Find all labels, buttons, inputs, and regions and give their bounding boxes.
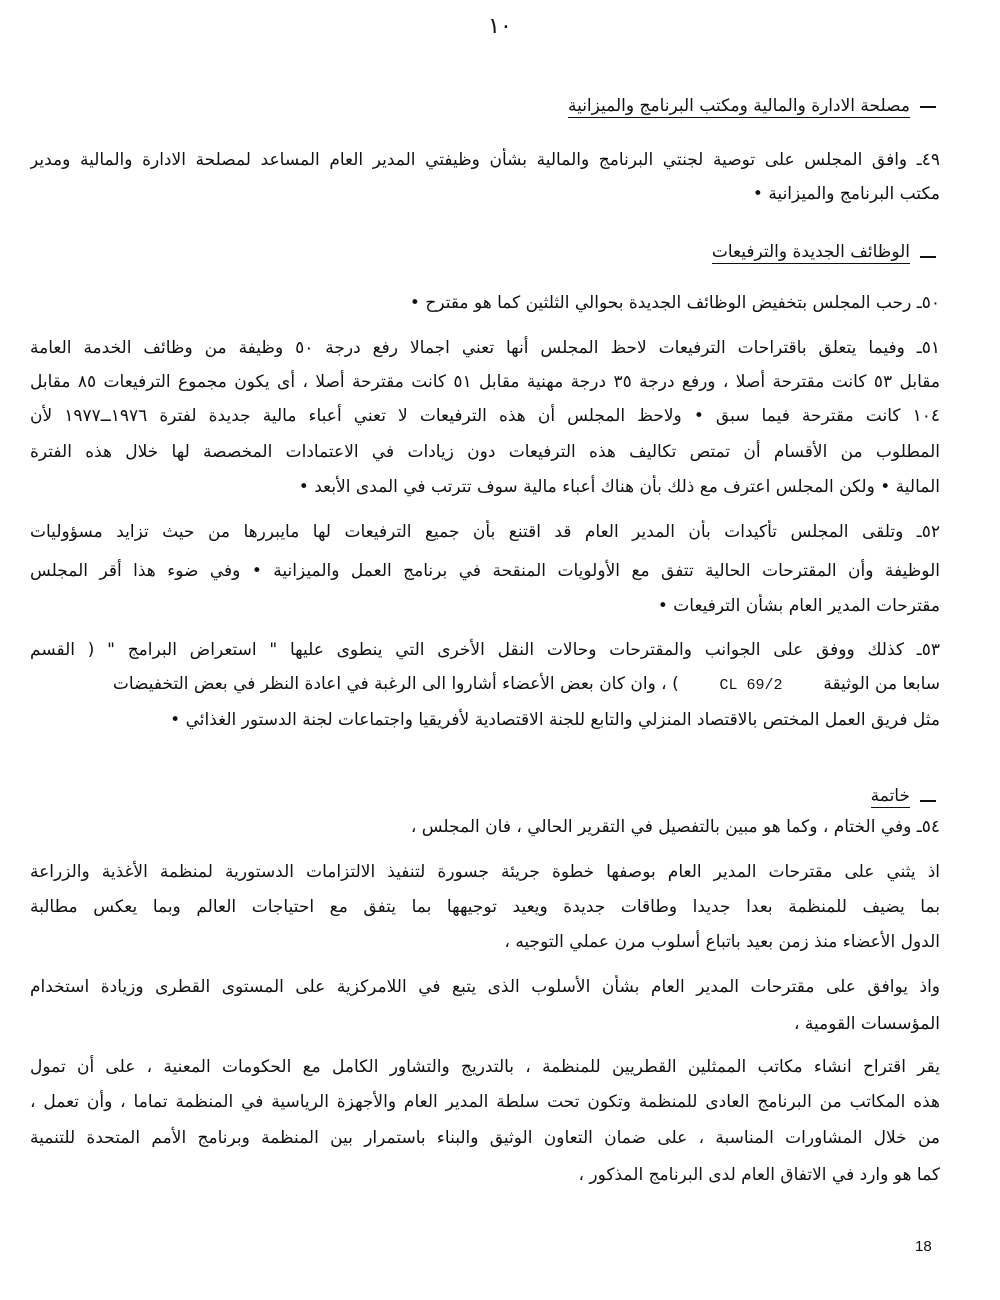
resolution-2-line-1: واذ يوافق على مقترحات المدير العام بشأن الأسلوب الذى يتبع في اللامركزية على المستوى القطرى وزيادة استخدام — [30, 977, 940, 997]
section-title: خاتمة — [870, 786, 910, 806]
resolution-1-line-1: اذ يثني على مقترحات المدير العام بوصفها خطوة جريئة جسورة لتنفيذ الالتزامات الدستورية لمنظمة الأغذية والزراعة — [30, 862, 940, 882]
section-dash — [920, 256, 936, 258]
paragraph-53-line-3: مثل فريق العمل المختص بالاقتصاد المنزلي والتابع للجنة الاقتصادية لأفريقيا واجتماعات لجنة الدستور الغذائي • — [170, 710, 940, 730]
section-dash — [920, 800, 936, 802]
paragraph-52-line-3: مقترحات المدير العام بشأن الترفيعات • — [657, 596, 940, 616]
section-title: مصلحة الادارة والمالية ومكتب البرنامج والميزانية — [567, 96, 910, 116]
resolution-1-line-3: الدول الأعضاء منذ زمن بعيد باتباع أسلوب مرن عملي التوجيه ، — [504, 932, 940, 952]
section-title: الوظائف الجديدة والترفيعات — [711, 242, 910, 262]
paragraph-53-line-2 — [30, 672, 940, 698]
section-heading-new-posts — [712, 240, 910, 264]
paragraph-52-line-1: ٥٢ـ وتلقى المجلس تأكيدات بأن المدير العام قد اقتنع بأن جميع الترفيعات لها مايبررها من حيث تزايد مسؤوليات — [30, 522, 940, 542]
paragraph-53-line-1: ٥٣ـ كذلك ووفق على الجوانب والمقترحات وحالات النقل الأخرى التي ينطوى عليها " استعراض البرامج " ( القسم — [30, 640, 940, 660]
resolution-1-line-2: بما يضيف للمنظمة بعدا جديدا وطاقات جديدة ويعيد توجيهها بما يتفق مع احتياجات العالم وبما يعكس مطالبة — [30, 897, 940, 917]
paragraph-51-line-1: ٥١ـ وفيما يتعلق باقتراحات الترفيعات لاحظ المجلس أنها تعني اجمالا رفع درجة ٥٠ وظيفة من وظائف الخدمة العامة — [30, 338, 940, 358]
paragraph-51-line-3: ١٠٤ كانت مقترحة فيما سبق • ولاحظ المجلس أن هذه الترفيعات لا تعني أعباء مالية جديدة لفترة ١٩٧٦ــ١٩٧٧ لأن — [30, 406, 940, 426]
paragraph-52-line-2: الوظيفة وأن المقترحات الحالية تتفق مع الأولويات المنقحة في برنامج العمل والميزانية • وفي ضوء هذا أقر المجلس — [30, 561, 940, 581]
resolution-3-line-1: يقر اقتراح انشاء مكاتب الممثلين القطريين للمنظمة ، بالتدريج والتشاور الكامل مع الحكومات المعنية ، على أن تمول — [30, 1057, 940, 1077]
page-number-bottom: 18 — [915, 1238, 932, 1255]
paragraph-49-line-2: مكتب البرنامج والميزانية • — [752, 184, 940, 204]
resolution-3-line-3: من خلال المشاورات المناسبة ، على ضمان التعاون الوثيق والبناء باستمرار بين المنظمة وبرنامج الأمم المتحدة للتنمية — [30, 1128, 940, 1148]
paragraph-53-line-2-end: ) ، وان كان بعض الأعضاء أشاروا الى الرغبة في اعادة النظر في بعض التخفيضات — [112, 674, 679, 694]
paragraph-51-line-2: مقابل ٥٣ كانت مقترحة أصلا ، ورفع درجة ٣٥ درجة مهنية مقابل ٥١ كانت مقترحة أصلا ، أى يكون مجموع الترفيعات ٨٥ مقابل — [30, 372, 940, 392]
resolution-3-line-2: هذه المكاتب من البرنامج العادى للمنظمة وتكون تحت سلطة المدير العام والأجهزة الرياسية في المنظمة تماما ، وأن تعمل ، — [30, 1092, 940, 1112]
paragraph-53-line-2-start: سابعا من الوثيقة — [823, 674, 940, 694]
page-number-top: ١٠ — [488, 14, 512, 39]
paragraph-50-line-1: ٥٠ـ رحب المجلس بتخفيض الوظائف الجديدة بحوالي الثلثين كما هو مقترح • — [409, 293, 940, 313]
paragraph-54-line-1: ٥٤ـ وفي الختام ، وكما هو مبين بالتفصيل في التقرير الحالي ، فان المجلس ، — [410, 817, 940, 837]
resolution-2-line-2: المؤسسات القومية ، — [793, 1014, 940, 1034]
paragraph-51-line-4: المطلوب من الأقسام أن تمتص تكاليف هذه الترفيعات دون زيادات في الاعتمادات المخصصة لها خلال هذه الفترة — [30, 442, 940, 462]
paragraph-51-line-5: المالية • ولكن المجلس اعترف مع ذلك بأن هناك أعباء مالية سوف تترتب في المدى الأبعد • — [298, 477, 940, 497]
section-dash — [920, 106, 936, 108]
resolution-3-line-4: كما هو وارد في الاتفاق العام لدى البرنامج المذكور ، — [578, 1165, 940, 1185]
section-heading-conclusion — [871, 784, 910, 808]
paragraph-49-line-1: ٤٩ـ وافق المجلس على توصية لجنتي البرنامج والمالية بشأن وظيفتي المدير العام المساعد لمصلحة الادارة والمالية ومدير — [30, 150, 940, 170]
section-heading-admin-finance — [568, 94, 910, 118]
document-reference: CL 69/2 — [719, 677, 783, 694]
